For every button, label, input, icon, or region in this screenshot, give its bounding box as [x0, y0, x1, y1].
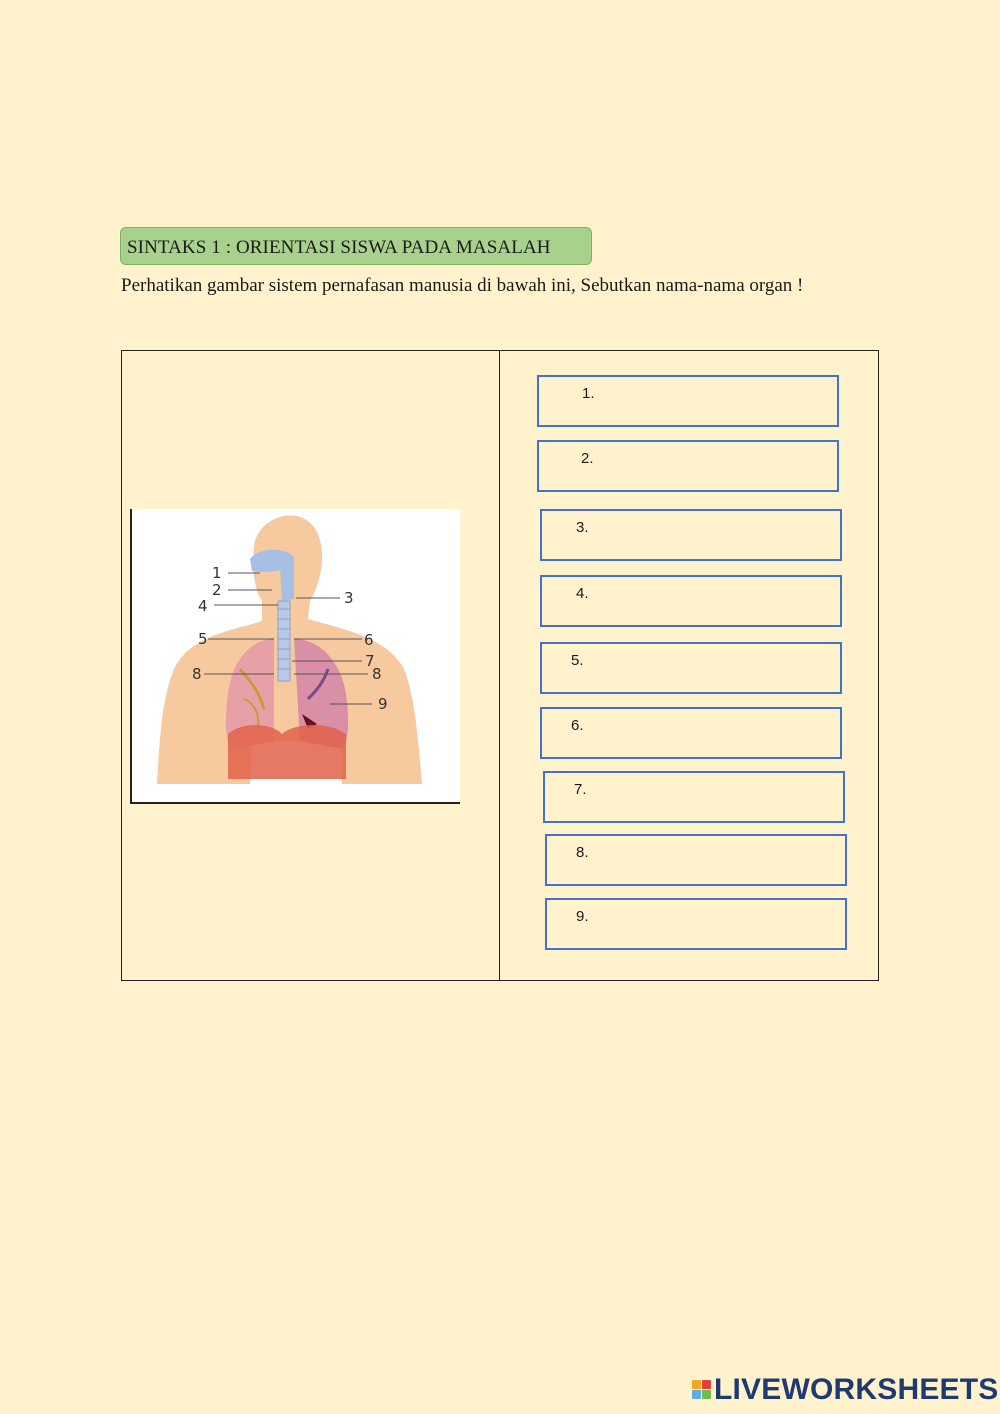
callout-1: 1 [212, 564, 222, 582]
callout-4: 4 [198, 597, 208, 615]
answer-number: 1. [582, 385, 595, 402]
callout-5: 5 [198, 630, 208, 648]
answer-field-1[interactable] [537, 375, 839, 427]
answer-field-2[interactable] [537, 440, 839, 492]
diaphragm [228, 725, 346, 779]
section-title-badge: SINTAKS 1 : ORIENTASI SISWA PADA MASALAH [120, 227, 592, 265]
pharynx [280, 567, 294, 601]
answer-number: 4. [576, 585, 589, 602]
answer-field-7[interactable] [543, 771, 845, 823]
callout-9: 9 [378, 695, 388, 713]
respiratory-system-diagram [130, 509, 460, 804]
liveworksheets-brand-text: LIVEWORKSHEETS [714, 1373, 999, 1406]
table-column-divider [499, 351, 500, 980]
answer-field-8[interactable] [545, 834, 847, 886]
callout-8-left: 8 [192, 665, 202, 683]
answer-field-6[interactable] [540, 707, 842, 759]
answer-number: 6. [571, 717, 584, 734]
answer-field-9[interactable] [545, 898, 847, 950]
answer-number: 7. [574, 781, 587, 798]
answer-number: 8. [576, 844, 589, 861]
answer-number: 2. [581, 450, 594, 467]
answer-number: 5. [571, 652, 584, 669]
answer-field-3[interactable] [540, 509, 842, 561]
answer-field-4[interactable] [540, 575, 842, 627]
instruction-text: Perhatikan gambar sistem pernafasan manusia di bawah ini, Sebutkan nama-nama organ ! [121, 275, 804, 296]
callout-2: 2 [212, 581, 222, 599]
callout-7: 7 [365, 652, 375, 670]
callout-8-right: 8 [372, 665, 382, 683]
answer-number: 3. [576, 519, 589, 536]
callout-3: 3 [344, 589, 354, 607]
answer-number: 9. [576, 908, 589, 925]
answer-field-5[interactable] [540, 642, 842, 694]
callout-6: 6 [364, 631, 374, 649]
liveworksheets-logo-icon [692, 1380, 712, 1400]
liveworksheets-logo [692, 1372, 999, 1408]
